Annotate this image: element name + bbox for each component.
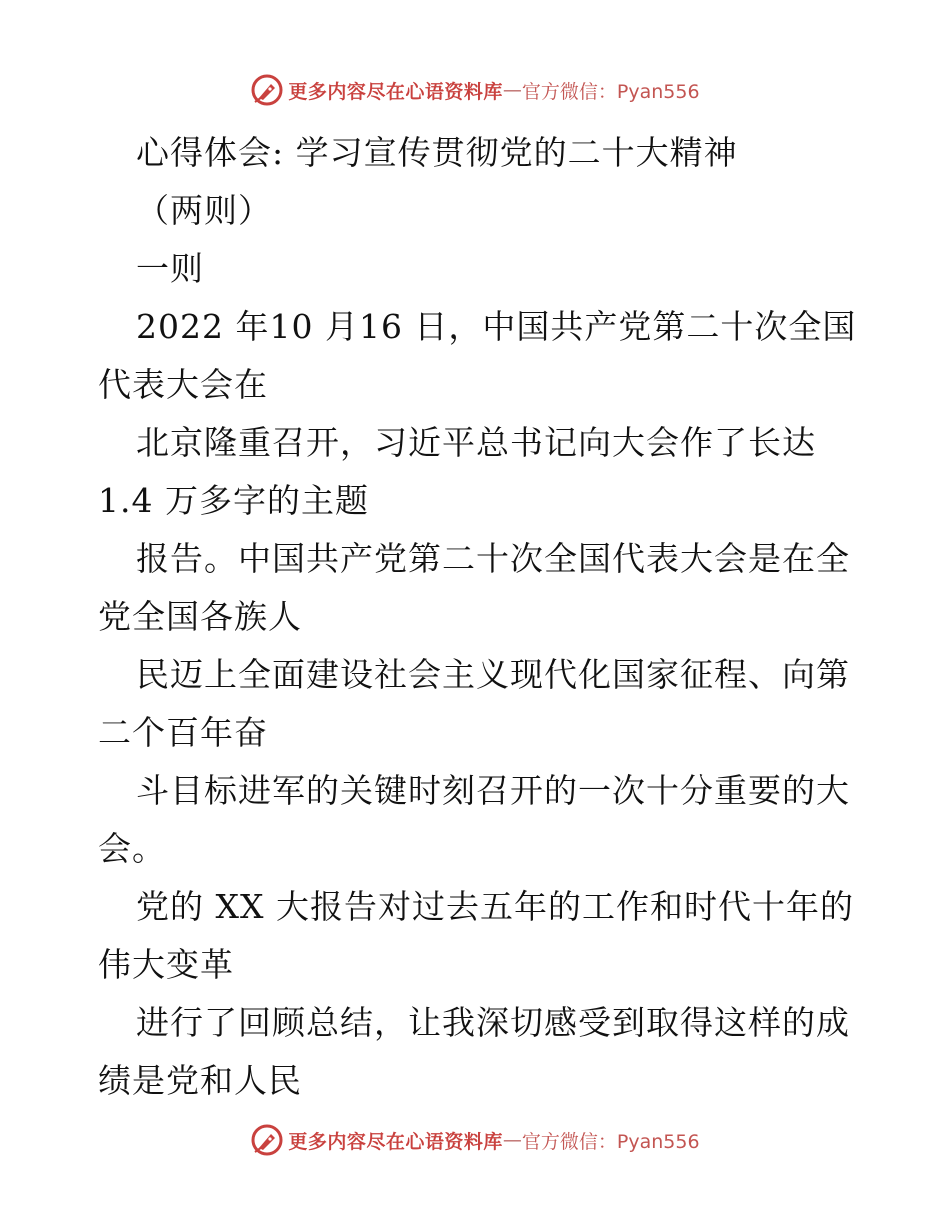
doc-section-heading: 一则 — [136, 249, 204, 288]
doc-line: 1.4 万多字的主题 — [98, 481, 369, 520]
doc-line: 2022 年10 月16 日，中国共产党第二十次全国 — [136, 307, 857, 346]
doc-line: 代表大会在 — [98, 365, 268, 404]
footer-banner — [0, 1120, 950, 1160]
banner-dash: — — [502, 79, 522, 101]
pen-nib-logo-icon — [250, 1123, 284, 1157]
doc-line: 进行了回顾总结，让我深切感受到取得这样的成 — [136, 1003, 850, 1042]
pen-nib-logo-icon — [250, 73, 284, 107]
doc-line: 会。 — [98, 829, 166, 868]
doc-subtitle-line: （两则） — [136, 191, 272, 230]
doc-line: 民迈上全面建设社会主义现代化国家征程、向第 — [136, 655, 850, 694]
document-body — [98, 124, 868, 1110]
banner-main-text: 更多内容尽在心语资料库 — [288, 1130, 503, 1153]
banner-dash: — — [502, 1129, 522, 1151]
header-banner — [0, 70, 950, 110]
banner-suffix: 官方微信：Pyan556 — [521, 80, 700, 103]
doc-line: 党的 XX 大报告对过去五年的工作和时代十年的 — [136, 887, 854, 926]
doc-line: 二个百年奋 — [98, 713, 268, 752]
banner-suffix: 官方微信：Pyan556 — [521, 1130, 700, 1153]
doc-line: 绩是党和人民 — [98, 1061, 302, 1100]
doc-line: 北京隆重召开，习近平总书记向大会作了长达 — [136, 423, 816, 462]
doc-title-line: 心得体会: 学习宣传贯彻党的二十大精神 — [136, 133, 738, 172]
doc-line: 党全国各族人 — [98, 597, 302, 636]
banner-main-text: 更多内容尽在心语资料库 — [288, 80, 503, 103]
doc-line: 报告。中国共产党第二十次全国代表大会是在全 — [136, 539, 850, 578]
doc-line: 斗目标进军的关键时刻召开的一次十分重要的大 — [136, 771, 850, 810]
doc-line: 伟大变革 — [98, 945, 234, 984]
